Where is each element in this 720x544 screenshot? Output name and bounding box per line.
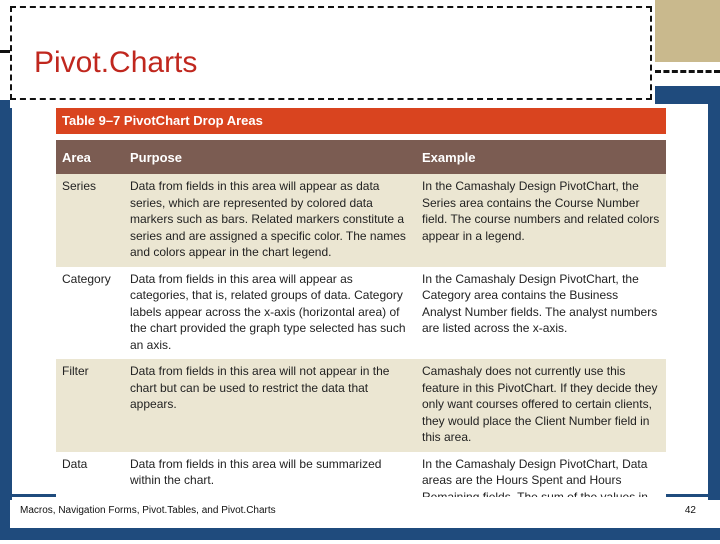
cell-purpose: Data from fields in this area will not appear in the chart but can be used to restrict the data that appears. <box>124 359 416 452</box>
column-header-purpose: Purpose <box>124 140 416 174</box>
column-header-example: Example <box>416 140 666 174</box>
data-table <box>56 140 666 544</box>
footer-text: Macros, Navigation Forms, Pivot.Tables, and Pivot.Charts <box>20 505 276 516</box>
table-row <box>56 174 666 267</box>
cell-example: In the Camashaly Design PivotChart, the Category area contains the Business Analyst Number fields. The analyst numbers are listed across the x-axis. <box>416 267 666 360</box>
cell-area: Filter <box>56 359 124 452</box>
background-bottom-edge <box>0 528 720 540</box>
table-row <box>56 267 666 360</box>
cell-purpose: Data from fields in this area will appear as categories, that is, related groups of data. Category labels appear across the x-axis (horizontal area) of the chart provided the graph type selected has such an axis. <box>124 267 416 360</box>
page-number: 42 <box>685 505 696 516</box>
cell-example: In the Camashaly Design PivotChart, the Series area contains the Course Number field. The course numbers and related colors appear in a legend. <box>416 174 666 267</box>
cell-area: Category <box>56 267 124 360</box>
footer <box>12 497 708 528</box>
cell-example: Camashaly does not currently use this feature in this PivotChart. If they decide they only want courses offered to certain clients, they would place the Client Number field in this area. <box>416 359 666 452</box>
table-title: Table 9–7 PivotChart Drop Areas <box>56 108 666 134</box>
cell-purpose: Data from fields in this area will be summarized within the chart. <box>124 452 416 544</box>
background-tan-block <box>655 0 720 62</box>
table-row <box>56 359 666 452</box>
cell-example: In the Camashaly Design PivotChart, Data areas are the Hours Spent and Hours <box>416 452 666 544</box>
table-header-row <box>56 140 666 174</box>
cell-area: Data <box>56 452 124 544</box>
background-left-strip <box>0 100 10 540</box>
title-placeholder[interactable] <box>10 6 652 100</box>
content-panel <box>12 104 708 494</box>
page-title: Pivot.Charts <box>34 46 197 80</box>
cell-area: Series <box>56 174 124 267</box>
column-header-area: Area <box>56 140 124 174</box>
drop-areas-table <box>56 108 666 544</box>
cell-purpose: Data from fields in this area will appear as data series, which are represented by colored data markers such as bars. Related markers constitute a series and are assigned a specific color. The names and colors appear in the chart legend. <box>124 174 416 267</box>
decorative-dashed-line <box>655 70 720 73</box>
